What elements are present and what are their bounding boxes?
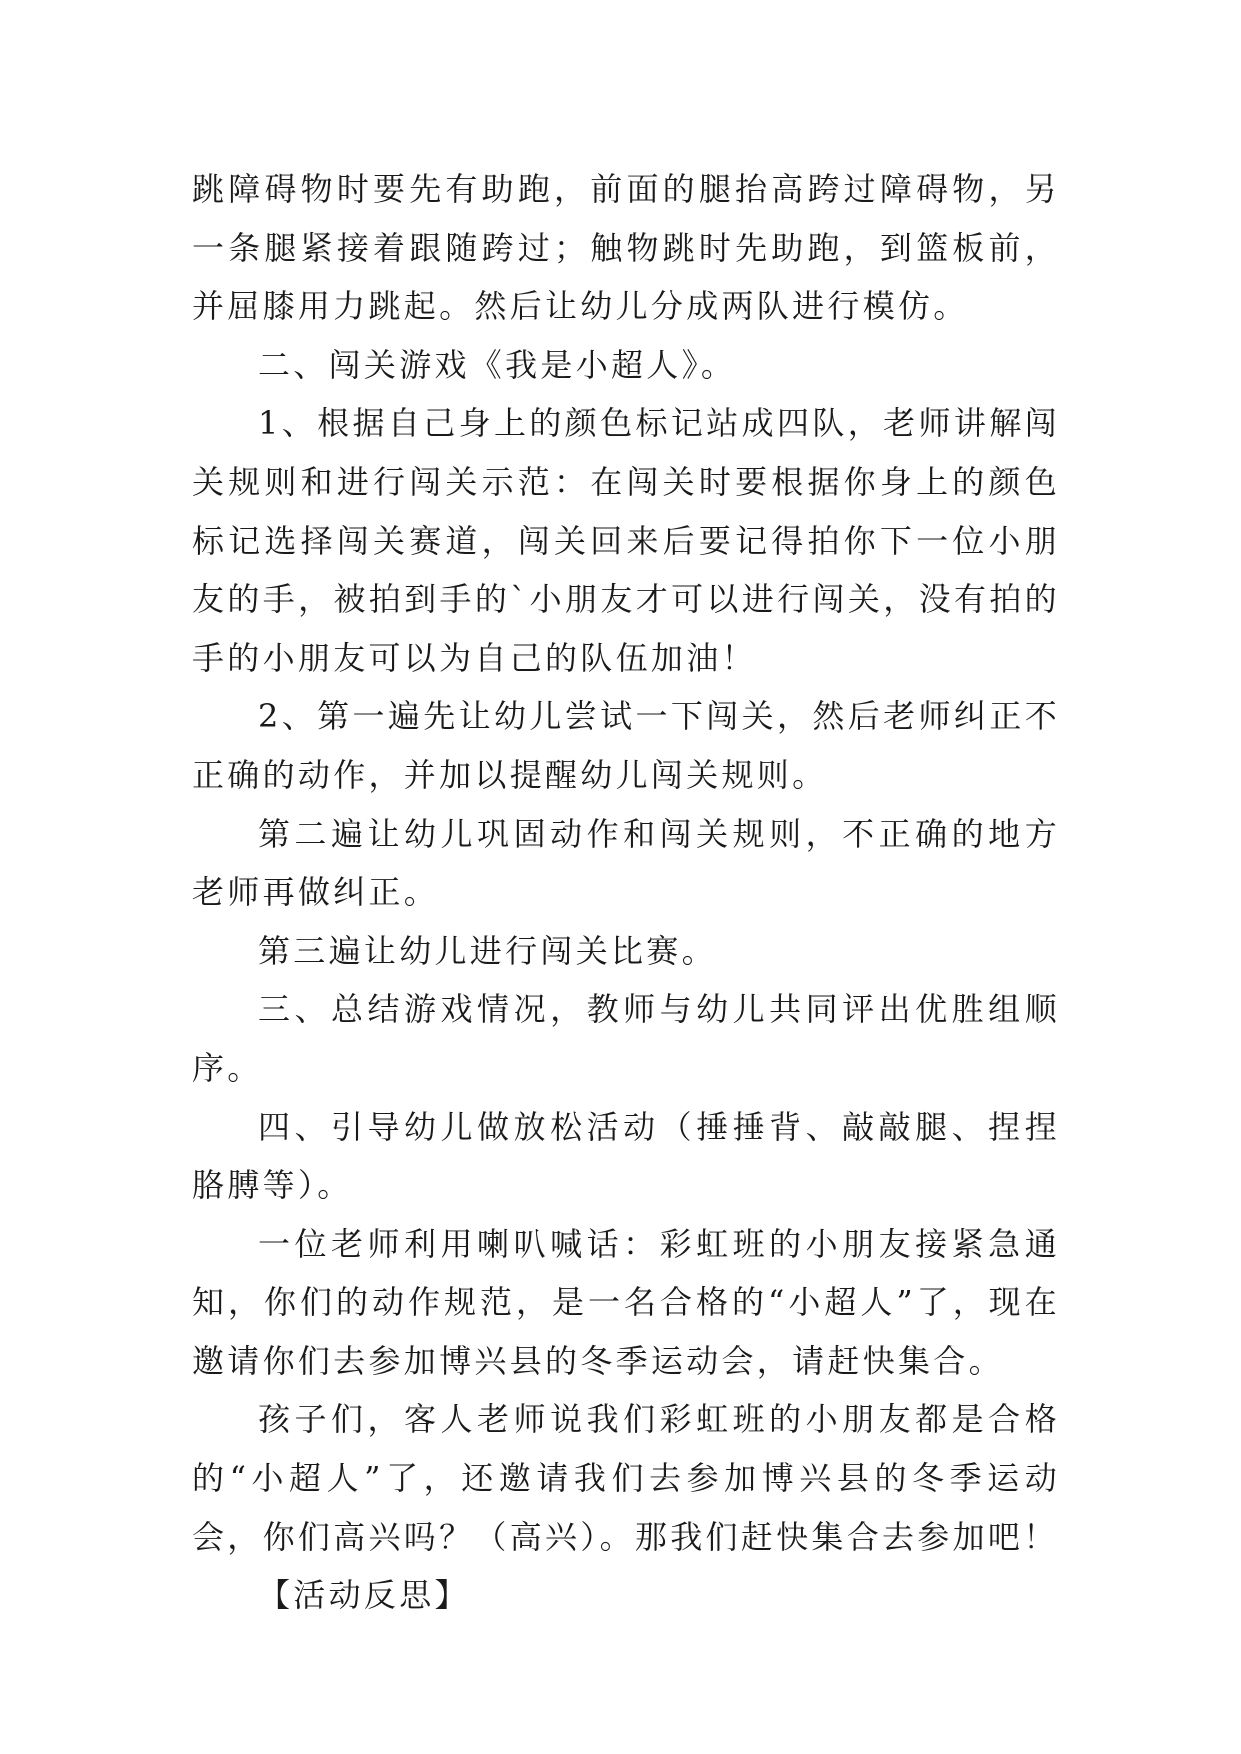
paragraph: 孩子们，客人老师说我们彩虹班的小朋友都是合格的“小超人”了，还邀请我们去参加博兴县的冬季运动会，你们高兴吗？（高兴）。那我们赶快集合去参加吧！ xyxy=(192,1400,1060,1556)
section-heading: 二、闯关游戏《我是小超人》。 xyxy=(258,345,737,384)
section-heading: 四、引导幼儿做放松活动（捶捶背、敲敲腿、捏捏胳膊等）。 xyxy=(192,1107,1060,1205)
paragraph: 一位老师利用喇叭喊话：彩虹班的小朋友接紧急通知，你们的动作规范，是一名合格的“小超人”了，现在邀请你们去参加博兴县的冬季运动会，请赶快集合。 xyxy=(192,1224,1060,1380)
paragraph: 跳障碍物时要先有助跑，前面的腿抬高跨过障碍物，另一条腿紧接着跟随跨过；触物跳时先助跑，到篮板前，并屈膝用力跳起。然后让幼儿分成两队进行模仿。 xyxy=(192,170,1060,326)
paragraph: 第三遍让幼儿进行闯关比赛。 xyxy=(258,931,717,970)
paragraph: 1、根据自己身上的颜色标记站成四队，老师讲解闯关规则和进行闯关示范：在闯关时要根据你身上的颜色标记选择闯关赛道，闯关回来后要记得拍你下一位小朋友的手，被拍到手的`小朋友才可以进行闯关，没有拍的手的小朋友可以为自己的队伍加油！ xyxy=(192,404,1060,677)
document-body xyxy=(192,160,1060,1625)
paragraph: 2、第一遍先让幼儿尝试一下闯关，然后老师纠正不正确的动作，并加以提醒幼儿闯关规则。 xyxy=(192,697,1060,794)
section-heading: 三、总结游戏情况，教师与幼儿共同评出优胜组顺序。 xyxy=(192,990,1060,1087)
section-heading: 【活动反思】 xyxy=(258,1576,470,1615)
paragraph: 第二遍让幼儿巩固动作和闯关规则，不正确的地方老师再做纠正。 xyxy=(192,814,1060,912)
